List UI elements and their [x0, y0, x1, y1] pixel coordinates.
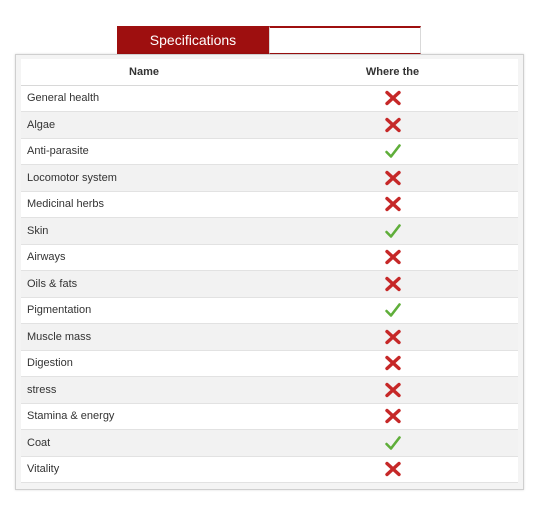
table-row: [21, 218, 518, 245]
table-row: [21, 324, 518, 351]
row-name: Oils & fats: [21, 271, 267, 298]
row-status: [267, 377, 518, 404]
row-name: stress: [21, 377, 267, 404]
row-name: Pigmentation: [21, 297, 267, 324]
row-status: [267, 112, 518, 139]
check-icon: [384, 435, 402, 451]
column-header-where: Where the: [267, 59, 518, 85]
table-row: [21, 350, 518, 377]
row-name: Medicinal herbs: [21, 191, 267, 218]
row-status: [267, 191, 518, 218]
tab-bar: [117, 26, 421, 54]
cross-icon: [384, 461, 402, 477]
table-row: [21, 138, 518, 165]
row-name: Coat: [21, 430, 267, 457]
row-status: [267, 430, 518, 457]
row-name: Digestion: [21, 350, 267, 377]
check-icon: [384, 223, 402, 239]
row-status: [267, 297, 518, 324]
specifications-table: [21, 59, 518, 483]
cross-icon: [384, 90, 402, 106]
row-status: [267, 165, 518, 192]
row-name: Airways: [21, 244, 267, 271]
row-name: Skin: [21, 218, 267, 245]
table-row: [21, 456, 518, 483]
row-status: [267, 456, 518, 483]
row-status: [267, 218, 518, 245]
cross-icon: [384, 276, 402, 292]
row-status: [267, 324, 518, 351]
table-row: [21, 297, 518, 324]
row-name: Stamina & energy: [21, 403, 267, 430]
cross-icon: [384, 329, 402, 345]
check-icon: [384, 143, 402, 159]
table-row: [21, 430, 518, 457]
row-name: Algae: [21, 112, 267, 139]
cross-icon: [384, 355, 402, 371]
cross-icon: [384, 382, 402, 398]
table-row: [21, 403, 518, 430]
table-row: [21, 377, 518, 404]
table-row: [21, 165, 518, 192]
row-status: [267, 138, 518, 165]
specifications-panel: [15, 54, 524, 490]
row-name: General health: [21, 85, 267, 112]
column-header-name: Name: [21, 59, 267, 85]
table-row: [21, 112, 518, 139]
tab-empty[interactable]: [269, 26, 421, 54]
cross-icon: [384, 170, 402, 186]
row-status: [267, 244, 518, 271]
table-row: [21, 244, 518, 271]
table-header-row: [21, 59, 518, 85]
cross-icon: [384, 117, 402, 133]
cross-icon: [384, 408, 402, 424]
row-name: Muscle mass: [21, 324, 267, 351]
row-name: Vitality: [21, 456, 267, 483]
row-status: [267, 271, 518, 298]
row-name: Anti-parasite: [21, 138, 267, 165]
row-name: Locomotor system: [21, 165, 267, 192]
tab-specifications[interactable]: Specifications: [117, 26, 269, 54]
row-status: [267, 350, 518, 377]
table-row: [21, 191, 518, 218]
table-row: [21, 85, 518, 112]
table-row: [21, 271, 518, 298]
table-body: [21, 85, 518, 483]
check-icon: [384, 302, 402, 318]
row-status: [267, 85, 518, 112]
row-status: [267, 403, 518, 430]
cross-icon: [384, 249, 402, 265]
cross-icon: [384, 196, 402, 212]
